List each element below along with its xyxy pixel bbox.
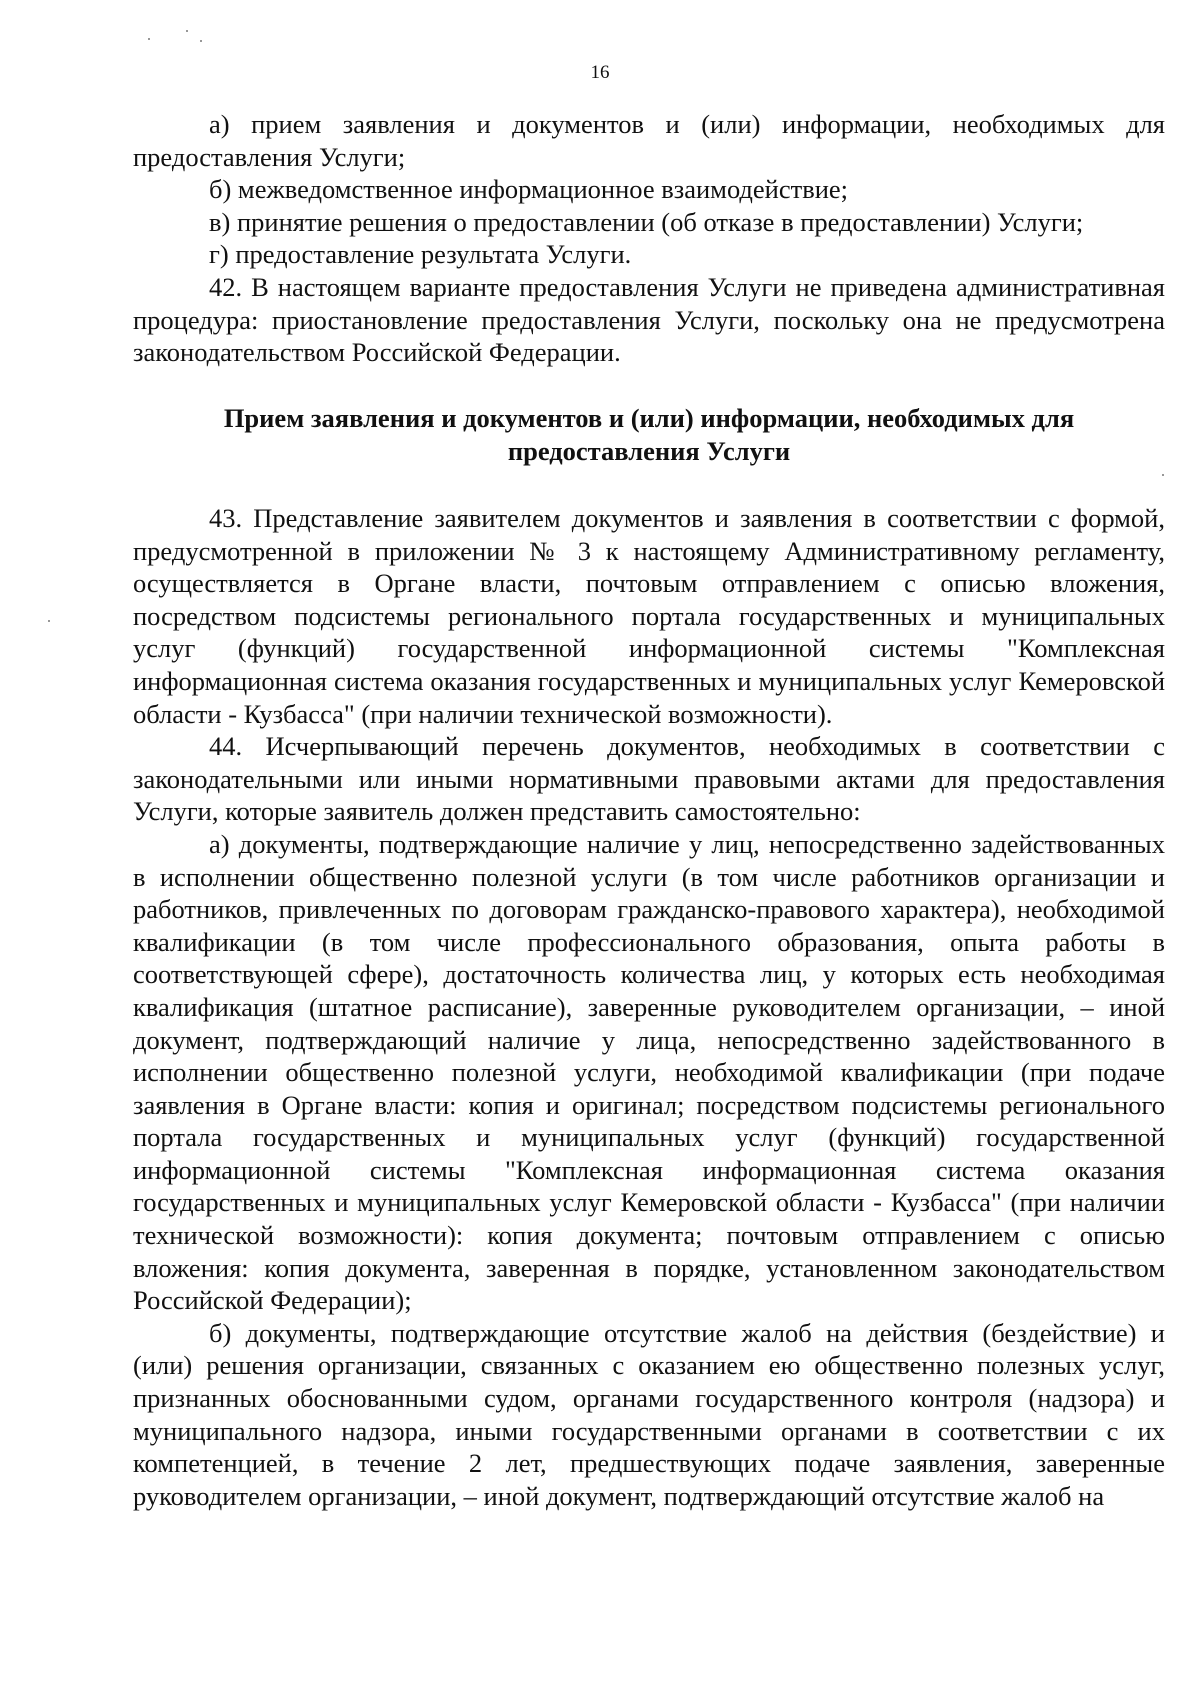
top-list <box>133 108 1165 369</box>
page-number: 16 <box>590 62 610 83</box>
scan-speck <box>148 38 150 40</box>
list-item-c: в) принятие решения о предоставлении (об отказе в предоставлении) Услуги; <box>209 206 1084 237</box>
list-item-a: а) прием заявления и документов и (или) информации, необходимых для предоставления Услуги; <box>133 109 1165 172</box>
list-item-d: г) предоставление результата Услуги. <box>209 239 632 270</box>
scan-speck <box>186 30 188 32</box>
scan-speck <box>48 620 50 622</box>
section-heading: Прием заявления и документов и (или) информации, необходимых для предоставления Услуги <box>223 403 1075 466</box>
paragraph-44-item-b: б) документы, подтверждающие отсутствие жалоб на действия (бездействие) и (или) решения организации, связанных с оказанием ею общественно полезных услуг, признанных обоснованными судом, органами государственного контроля (надзора) и муниципального надзора, иными государственными органами в соответствии с их компетенцией, в течение 2 лет, предшествующих подаче заявления, заверенные руководителем организации, – иной документ, подтверждающий отсутствие жалоб на <box>133 1317 1165 1511</box>
paragraph-44: 44. Исчерпывающий перечень документов, необходимых в соответствии с законодательными или иными нормативными правовыми актами для предоставления Услуги, которые заявитель должен представить самостоятельно: <box>133 731 1165 827</box>
scan-speck <box>200 40 202 42</box>
paragraph-43: 43. Представление заявителем документов и заявления в соответствии с формой, предусмотренной в приложении № 3 к настоящему Административному регламенту, осуществляется в Органе власти, почтовым отправлением с описью вложения, посредством подсистемы регионального портала государственных и муниципальных услуг (функций) государственной информационной системы "Комплексная информационная система оказания государственных и муниципальных услуг Кемеровской области - Кузбасса" (при наличии технической возможности). <box>133 503 1165 729</box>
paragraph-44-item-a: а) документы, подтверждающие наличие у лиц, непосредственно задействованных в исполнении общественно полезной услуги (в том числе работников организации и работников, привлеченных по договорам гражданско-правового характера), необходимой квалификации (в том числе профессионального образования, опыта работы в соответствующей сфере), достаточность количества лиц, у которых есть необходимая квалификация (штатное расписание), заверенные руководителем организации, – иной документ, подтверждающий наличие у лица, непосредственно задействованного в исполнении общественно полезной услуги, необходимой квалификации (при подаче заявления в Органе власти: копия и оригинал; посредством подсистемы регионального портала государственных и муниципальных услуг (функций) государственной информационной системы "Комплексная информационная система оказания государственных и муниципальных услуг Кемеровской области - Кузбасса" (при наличии технической возможности): копия документа; почтовым отправлением с описью вложения: копия документа, заверенная в порядке, установленном законодательством Российской Федерации); <box>133 828 1165 1316</box>
paragraph-42: 42. В настоящем варианте предоставления Услуги не приведена административная процедура: приостановление предоставления Услуги, поскольку она не предусмотрена законодательством Российской Федерации. <box>133 271 1165 368</box>
scan-speck <box>1162 474 1164 476</box>
main-body <box>133 502 1165 1512</box>
list-item-b: б) межведомственное информационное взаимодействие; <box>209 174 849 205</box>
